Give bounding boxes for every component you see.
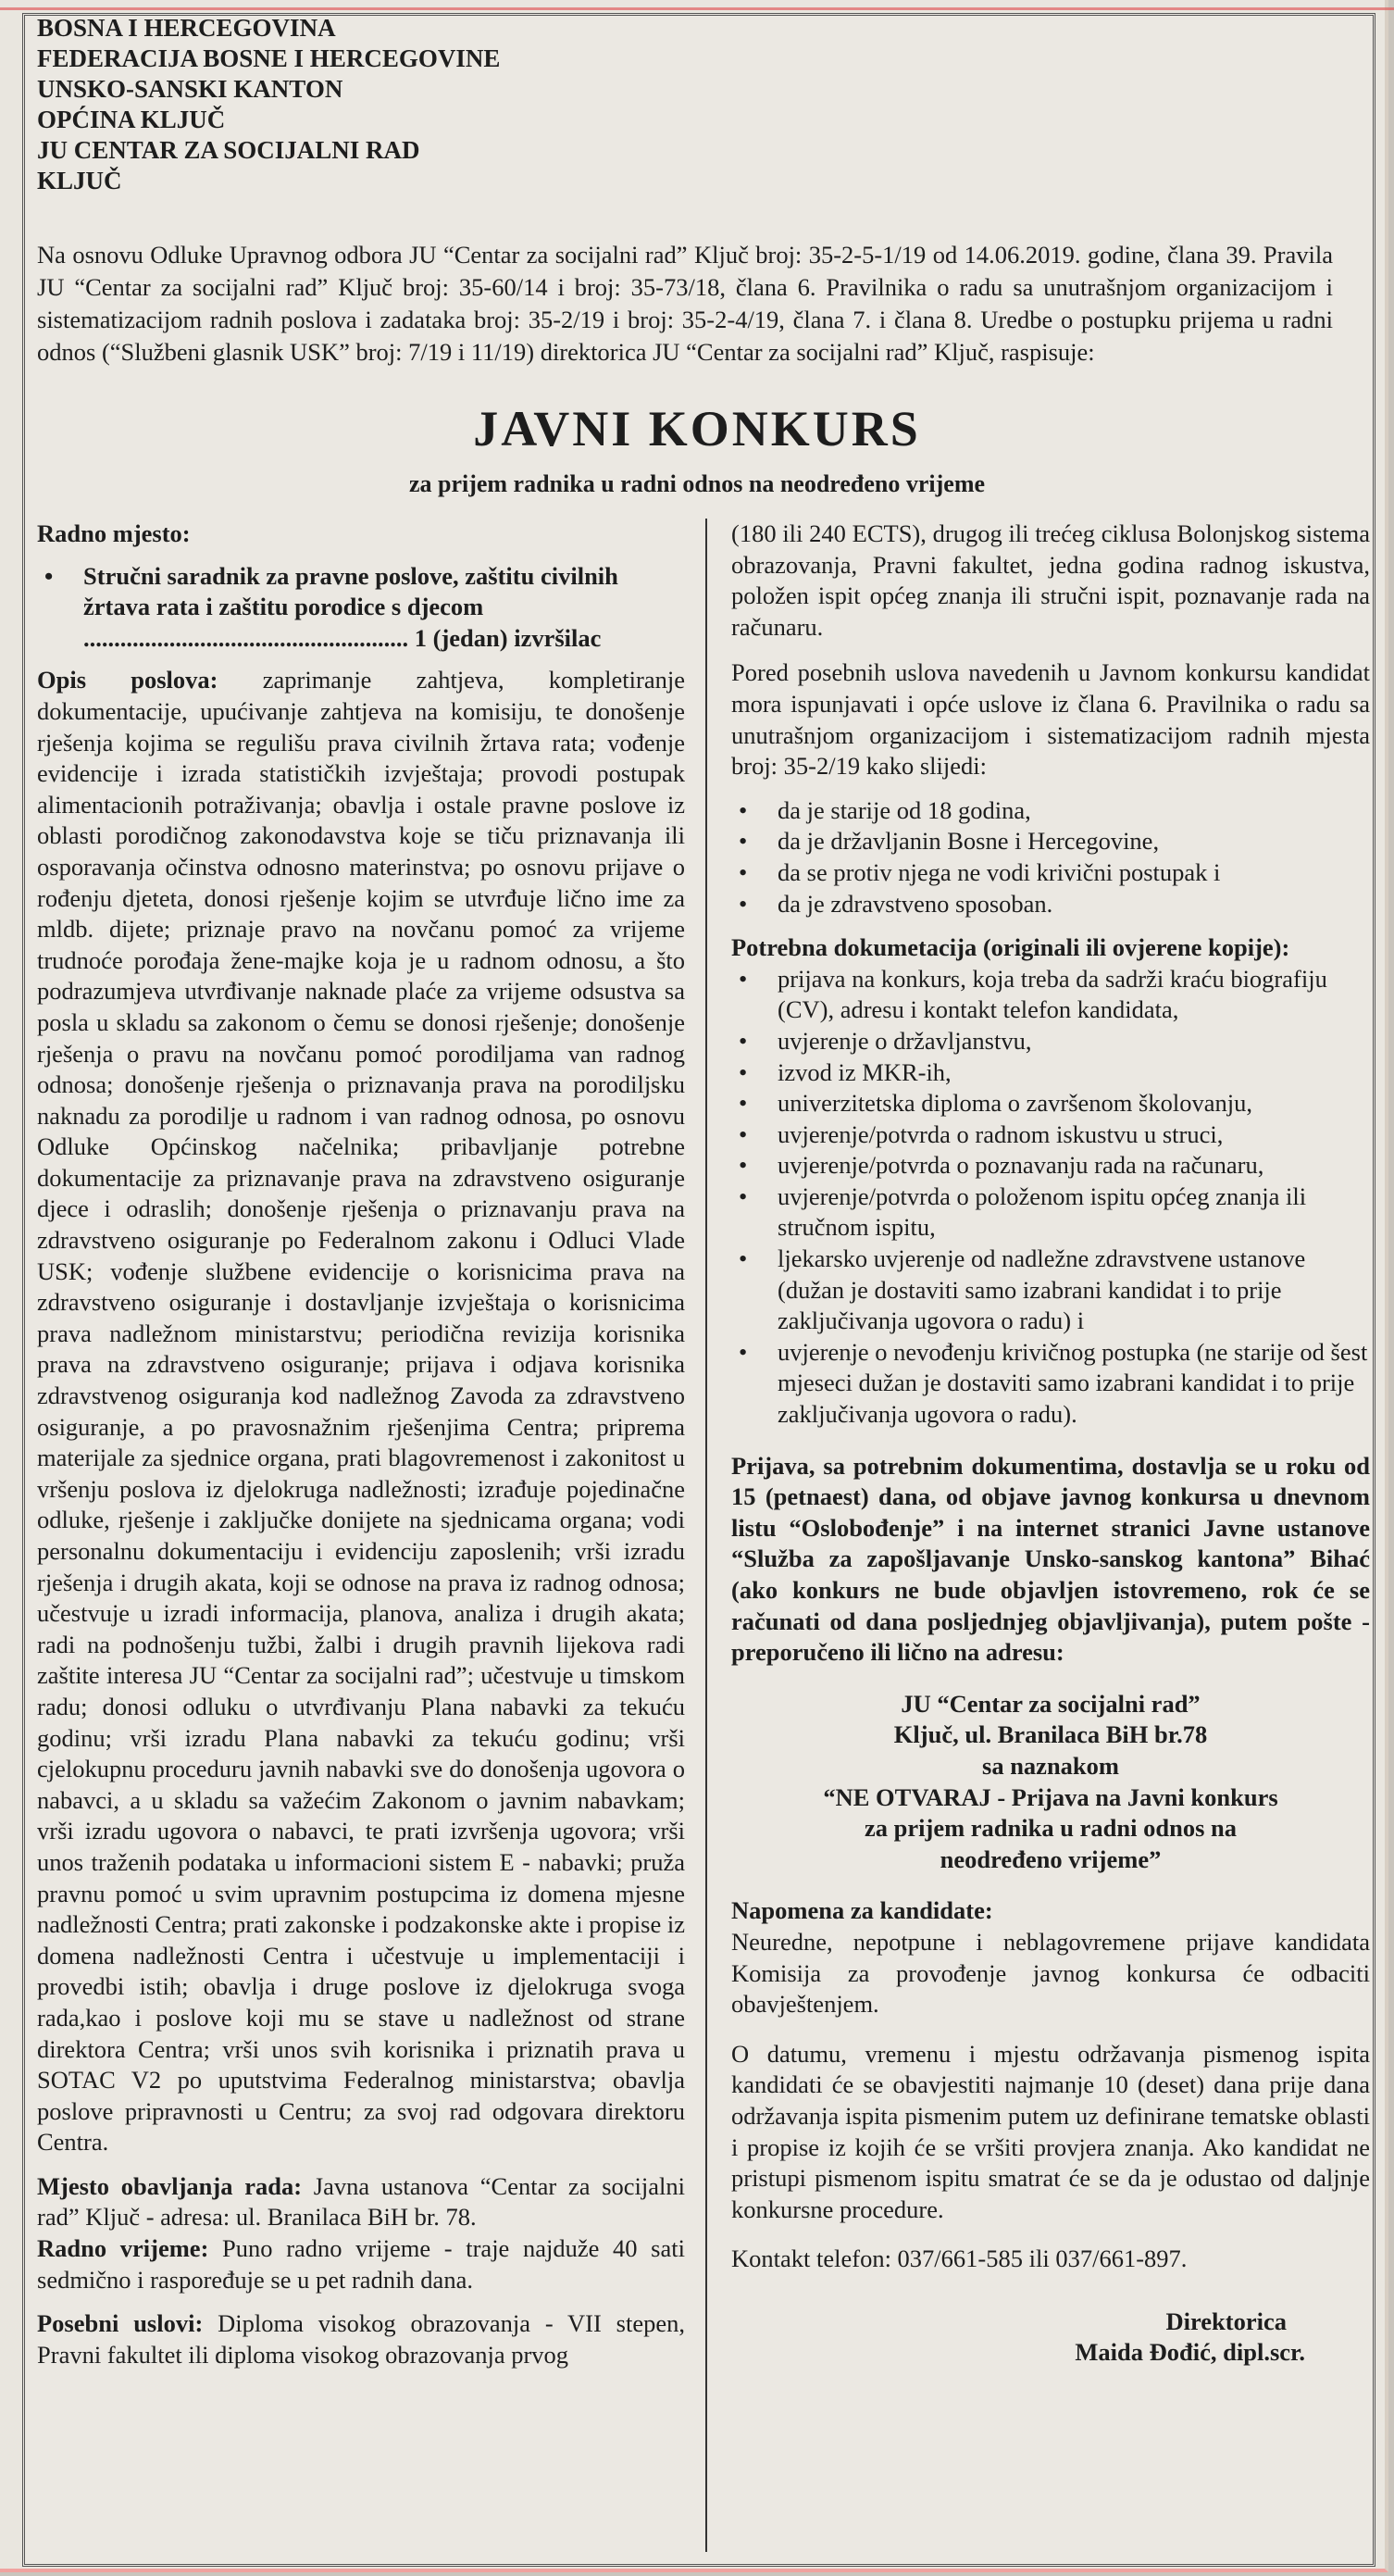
list-item: • uvjerenje/potvrda o položenom ispitu općeg znanja ili stručnom ispitu, bbox=[731, 1182, 1370, 1244]
position-item bbox=[37, 561, 685, 623]
left-column bbox=[37, 519, 685, 2370]
address-line: neodređeno vrijeme” bbox=[940, 1844, 1162, 1873]
napomena-label: Napomena za kandidate: bbox=[731, 1896, 993, 1925]
issuer-header bbox=[37, 13, 500, 196]
header-line: BOSNA I HERCEGOVINA bbox=[37, 14, 336, 42]
right-column bbox=[731, 519, 1370, 2369]
header-line: JU CENTAR ZA SOCIJALNI RAD bbox=[37, 136, 420, 164]
list-item: • univerzitetska diploma o završenom školovanju, bbox=[731, 1088, 1370, 1119]
list-item: • uvjerenje o državljanstvu, bbox=[731, 1026, 1370, 1057]
signature-title: Direktorica bbox=[1165, 2307, 1287, 2335]
intro-paragraph: Na osnovu Odluke Upravnog odbora JU “Centar za socijalni rad” Ključ broj: 35-2-5-1/19 od 14.06.2019. godine, člana 39. Pravila JU “Centar za socijalni rad” Ključ broj: 35-60/14 i broj: 35-73/18, člana 6. Pravilnika o radu sa unutrašnjom organizacijom i sistematizacijom radnih poslova i zadataka broj: 35-2/19 i broj: 35-2-4/19, člana 7. i člana 8. Uredbe o postupku prijema u radni odnos (“Službeni glasnik USK” broj: 7/19 i 11/19) direktorica JU “Centar za socijalni rad” Ključ, raspisuje: bbox=[37, 241, 1333, 366]
list-item: • da je državljanin Bosne i Hercegovine, bbox=[731, 826, 1370, 857]
header-line: OPĆINA KLJUČ bbox=[37, 106, 226, 133]
list-item: • prijava na konkurs, koja treba da sadrži kraću biografiju (CV), adresu i kontakt telefon kandidata, bbox=[731, 964, 1370, 1026]
address-line: sa naznakom bbox=[982, 1751, 1119, 1780]
opis-text: zaprimanje zahtjeva, kompletiranje dokumentacije, upućivanje zahtjeva na komisiju, te donošenje rješenja kojima se regulišu prava civilnih žrtava rata; vođenje evidencije i izrada statističkih izvještaja; provodi postupak alimentacionih potraživanja; obavlja i ostale pravne poslove iz oblasti porodičnog zakonodavstva koje se tiču priznavanja ili osporavanja očinstva odnosno materinstva; po osnovu prijave o rođenju djeteta, donosi rješenje kojim se utvrđuje lično ime za mldb. dijete; priznaje pravo na novčanu pomoć za vrijeme trudnoće porođaja žene-majke koja je u radnom odnosu, a što podrazumjeva utvrđivanje naknade plaće za vrijeme odsustva sa posla u skladu sa zakonom o čemu se donosi rješenje; donošenje rješenja o pravu na novčanu pomoć porodiljama van radnog odnosa; donošenje rješenja o priznavanja prava na porodiljsku naknadu za porodilje u radnom i van radnog odnosa, po osnovu Odluke Općinskog načelnika; pribavljanje potrebne dokumentacije za priznavanje prava na zdravstveno osiguranje djece i odraslih; donošenje rješenja o priznavanju prava na zdravstveno osiguranje po Federalnom zakonu i Odluci Vlade USK; vođenje službene evidencije o korisnicima prava na zdravstveno osiguranje i dostavljanje izvještaja o korisnicima prava nadležnom ministarstvu; periodična revizija korisnika prava na zdravstveno osiguranje; prijava i odjava korisnika zdravstvenog osiguranja kod nadležnog Zavoda za zdravstveno osiguranje, a po pravosnažnim rješenjima Centra; priprema materijale za sjednice organa, prati blagovremenost i zakonitost u vršenju poslova iz djelokruga nadležnosti; izrađuje pojedinačne odluke, rješenje i zaključke donijete na sjednicama organa; vodi personalnu dokumentaciju i evidenciju zaposlenih; vrši izradu rješenja i drugih akata, koji se odnose na prava iz radnog odnosa; učestvuje u izradi informacija, planova, analiza i drugih akata; radi na podnošenju tužbi, žalbi i drugih pravnih lijekova radi zaštite interesa JU “Centar za socijalni rad”; učestvuje u timskom radu; donosi odluku o utvrđivanju Plana nabavki za tekuću godinu; vrši izradu Plana nabavki za tekuću godinu; vrši cjelokupnu proceduru javnih nabavki sve do donošenja ugovora o nabavci, a u skladu sa važećim Zakonom o javnim nabavkam; vrši izradu ugovora o nabavci, te prati izvršenja ugovora; vrši unos traženih podataka u informacioni sistem E - nabavki; pruža pravnu pomoć u svim upravnim postupcima iz domena mjesne nadležnosti Centra; prati zakonske i podzakonske akte i propise iz domena nadležnosti Centra i učestvuje u implementaciji i provedbi istih; obavlja i druge poslove iz djelokruga svoga rada,kao i poslove koji mu se stave u nadležnost od strane direktora Centra; vrši unos svih korisnika i priznatih prava u SOTAC V2 po uputstvima Federalnog ministarstva; obavlja poslove pripravnosti u Centru; za svoj rad odgovara direktoru Centra. bbox=[37, 666, 685, 2157]
mailing-address bbox=[731, 1689, 1370, 1876]
list-item: • izvod iz MKR-ih, bbox=[731, 1057, 1370, 1089]
vrijeme-label: Radno vrijeme: bbox=[37, 2234, 209, 2263]
address-line: JU “Centar za socijalni rad” bbox=[901, 1689, 1201, 1718]
posebni-uslovi bbox=[37, 2308, 685, 2370]
list-item: • uvjerenje/potvrda o poznavanju rada na računaru, bbox=[731, 1150, 1370, 1182]
list-item: • ljekarsko uvjerenje od nadležne zdravstvene ustanove (dužan je dostaviti samo izabrani kandidat i to prije zaključivanja ugovora o radu) i bbox=[731, 1244, 1370, 1337]
opis-label: Opis poslova: bbox=[37, 666, 218, 694]
opis-poslova bbox=[37, 665, 685, 2158]
dokumentacija-list bbox=[731, 964, 1370, 1431]
signature-name: Maida Đođić, dipl.scr. bbox=[1075, 2338, 1305, 2367]
napomena-text: Neuredne, nepotpune i neblagovremene prijave kandidata Komisija za provođenje javnog konkursa će odbaciti obavještenjem. bbox=[731, 1927, 1370, 2019]
address-line: Ključ, ul. Branilaca BiH br.78 bbox=[893, 1720, 1208, 1749]
radno-vrijeme bbox=[37, 2233, 685, 2295]
position-count: ..................................................... 1 (jedan) izvršilac bbox=[83, 623, 602, 652]
mjesto-label: Mjesto obavljanja rada: bbox=[37, 2171, 303, 2200]
prijava-paragraph: Prijava, sa potrebnim dokumentima, dostavlja se u roku od 15 (petnaest) dana, od objave javnog konkursa u dnevnom listu “Oslobođenje” i na internet stranici Javne ustanove “Služba za zapošljavanje Unsko-sanskog kantona” Bihać (ako konkurs ne bude objavljen istovremeno, rok će se računati od dana posljednjeg objavljivanja), putem pošte - preporučeno ili lično na adresu: bbox=[731, 1451, 1370, 1667]
address-line: za prijem radnika u radni odnos na bbox=[865, 1814, 1237, 1843]
position-list bbox=[37, 561, 685, 623]
opci-uslovi-list bbox=[731, 795, 1370, 919]
list-item: • da je zdravstveno sposoban. bbox=[731, 889, 1370, 920]
opci-uslovi-paragraph: Pored posebnih uslova navedenih u Javnom konkursu kandidat mora ispunjavati i opće uslove iz člana 6. Pravilnika o radu sa unutrašnjom organizacijom i sistematizacijom radnih mjesta broj: 35-2/19 kako slijedi: bbox=[731, 658, 1370, 781]
list-item: • da je starije od 18 godina, bbox=[731, 795, 1370, 827]
dokumentacija-label: Potrebna dokumetacija (originali ili ovjerene kopije): bbox=[731, 933, 1290, 962]
ispit-paragraph: O datumu, vremenu i mjestu održavanja pismenog ispita kandidati će se obavjestiti najmanje 10 (deset) dana prije dana održavanja ispita pismenim putem uz definirane tematske oblasti i propise iz kojih će se vršiti provjera znanja. Ako kandidat ne pristupi pismenom ispitu smatrat će se da je odustao od daljnje konkursne procedure. bbox=[731, 2039, 1370, 2223]
uslovi-continuation: (180 ili 240 ECTS), drugog ili trećeg ciklusa Bolonjskog sistema obrazovanja, Pravni fakultet, jedna godina radnog iskustva, položen ispit općeg znanja ili stručni ispit, poznavanje rada na računaru. bbox=[731, 519, 1370, 641]
header-line: FEDERACIJA BOSNE I HERCEGOVINE bbox=[37, 44, 501, 72]
list-item: • uvjerenje o nevođenju krivičnog postupka (ne starije od šest mjeseci dužan je dostaviti samo izabrani kandidat i to prije zaključivanja ugovora o radu). bbox=[731, 1337, 1370, 1431]
radno-mjesto-label: Radno mjesto: bbox=[37, 519, 191, 547]
vrijeme-text: Puno radno vrijeme - traje najduže 40 sati sedmično i raspoređuje se u pet radnih dana. bbox=[37, 2234, 685, 2294]
position-title: Stručni saradnik za pravne poslove, zaštitu civilnih žrtava rata i zaštitu porodice s djecom bbox=[83, 561, 618, 621]
mjesto-rada bbox=[37, 2171, 685, 2233]
page-edge-line bbox=[0, 7, 1394, 10]
uslovi-text: Diploma visokog obrazovanja - VII stepen, Pravni fakultet ili diploma visokog obrazovanja prvog bbox=[37, 2309, 686, 2369]
page-title: JAVNI KONKURS bbox=[473, 401, 921, 456]
uslovi-label: Posebni uslovi: bbox=[37, 2309, 204, 2338]
kontakt-telefon: Kontakt telefon: 037/661-585 ili 037/661-897. bbox=[731, 2245, 1188, 2273]
address-line: “NE OTVARAJ - Prijava na Javni konkurs bbox=[823, 1782, 1278, 1811]
column-divider bbox=[705, 519, 707, 2552]
page-subtitle: za prijem radnika u radni odnos na neodređeno vrijeme bbox=[408, 470, 986, 497]
header-line: KLJUČ bbox=[37, 167, 122, 194]
header-line: UNSKO-SANSKI KANTON bbox=[37, 75, 343, 103]
mjesto-text: Javna ustanova “Centar za socijalni rad” Ključ - adresa: ul. Branilaca BiH br. 78. bbox=[37, 2171, 685, 2232]
signature-block bbox=[731, 2307, 1370, 2369]
list-item: • da se protiv njega ne vodi krivični postupak i bbox=[731, 857, 1370, 889]
list-item: • uvjerenje/potvrda o radnom iskustvu u struci, bbox=[731, 1119, 1370, 1151]
